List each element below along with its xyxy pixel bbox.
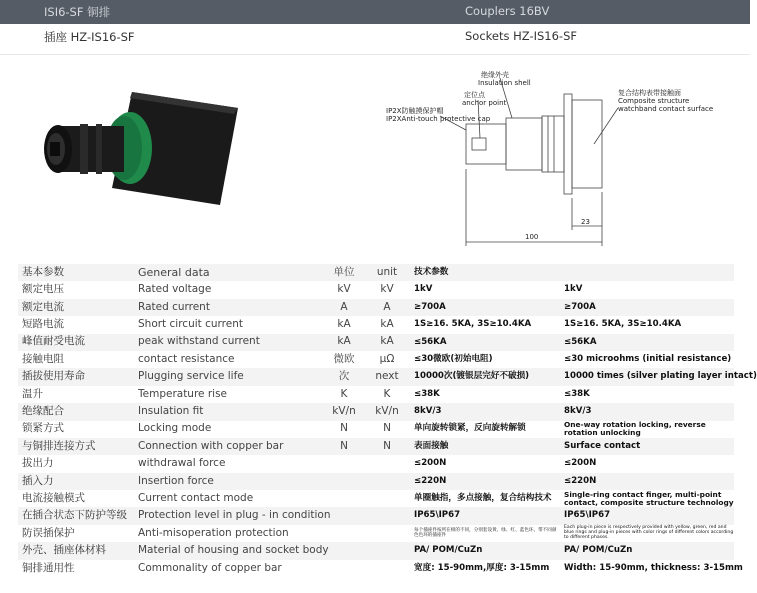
param-cn-cell: 外壳、插座体材料 — [18, 542, 134, 559]
param-cn-cell: 锁紧方式 — [18, 421, 134, 438]
param-cn-cell: 铜排通用性 — [18, 560, 134, 577]
unit-en-cell: unit — [364, 264, 410, 281]
unit-en-cell: K — [364, 386, 410, 403]
value-en-cell: Surface contact — [560, 438, 734, 455]
flange-outline — [564, 94, 572, 194]
unit-cn-cell: A — [324, 299, 364, 316]
body-groove-1 — [80, 124, 88, 174]
unit-cn-cell: kV — [324, 281, 364, 298]
unit-cn-cell: kA — [324, 316, 364, 333]
rear-block-outline — [572, 100, 602, 188]
leader-surface — [594, 108, 618, 144]
param-en-cell: Protection level in plug - in condition — [134, 507, 324, 524]
param-cn-cell: 额定电流 — [18, 299, 134, 316]
table-row — [18, 455, 734, 472]
body-groove-2 — [96, 124, 102, 174]
param-en-cell: Insertion force — [134, 473, 324, 490]
unit-en-cell — [364, 542, 410, 559]
unit-cn-cell: 微欧 — [324, 351, 364, 368]
spec-table — [18, 264, 757, 577]
title-left: ISI6-SF 铜排 — [44, 5, 111, 19]
unit-en-cell: kV/n — [364, 403, 410, 420]
param-cn-cell: 与铜排连接方式 — [18, 438, 134, 455]
unit-en-cell — [364, 507, 410, 524]
value-en-cell: PA/ POM/CuZn — [560, 542, 734, 559]
anchor-label-cn: 定位点 — [464, 91, 485, 99]
value-en-cell: 10000 times (silver plating layer intact) — [560, 368, 734, 385]
value-cn-cell: ≤200N — [410, 455, 560, 472]
table-row — [18, 281, 734, 298]
unit-en-cell — [364, 455, 410, 472]
table-row — [18, 507, 734, 524]
unit-en-cell: kA — [364, 334, 410, 351]
param-cn-cell: 电流接触模式 — [18, 490, 134, 507]
value-cn-cell: 宽度: 15-90mm,厚度: 3-15mm — [410, 560, 560, 577]
dim-total-label: 100 — [525, 233, 539, 241]
shell-label-en: Insulation shell — [478, 79, 531, 87]
value-cn-cell: ≤30微欧(初始电阻) — [410, 351, 560, 368]
socket-photo — [20, 80, 255, 220]
unit-en-cell — [364, 525, 410, 542]
unit-en-cell: A — [364, 299, 410, 316]
value-cn-cell: ≤220N — [410, 473, 560, 490]
unit-en-cell — [364, 490, 410, 507]
param-cn-cell: 拔出力 — [18, 455, 134, 472]
unit-cn-cell: K — [324, 386, 364, 403]
value-en-cell: One-way rotation locking, reverse rotation unlocking — [560, 421, 734, 438]
unit-en-cell: N — [364, 421, 410, 438]
param-en-cell: Plugging service life — [134, 368, 324, 385]
param-cn-cell: 接触电阻 — [18, 351, 134, 368]
param-cn-cell: 插入力 — [18, 473, 134, 490]
spec-table-body — [18, 264, 757, 577]
unit-cn-cell: 单位 — [324, 264, 364, 281]
unit-en-cell: μΩ — [364, 351, 410, 368]
value-cn-cell: 每个插座件按所在相的不同，分别套设黄、绿、红、蓝色环，带不同颜色色环的插座件 — [410, 525, 560, 542]
anchor-notch — [472, 138, 486, 150]
param-en-cell: Anti-misoperation protection — [134, 525, 324, 542]
unit-cn-cell: 次 — [324, 368, 364, 385]
unit-en-cell: N — [364, 438, 410, 455]
value-cn-cell: 单向旋转锁紧，反向旋转解锁 — [410, 421, 560, 438]
param-cn-cell: 插拔使用寿命 — [18, 368, 134, 385]
unit-cn-cell: N — [324, 421, 364, 438]
value-cn-cell: 单圈触指，多点接触，复合结构技术 — [410, 490, 560, 507]
table-row — [18, 490, 734, 507]
table-row — [18, 525, 734, 542]
value-en-cell: ≤200N — [560, 455, 734, 472]
unit-en-cell: next — [364, 368, 410, 385]
value-cn-cell: 表面接触 — [410, 438, 560, 455]
value-en-cell: IP65\IP67 — [560, 507, 734, 524]
unit-en-cell: kA — [364, 316, 410, 333]
value-cn-cell: 1kV — [410, 281, 560, 298]
value-cn-cell: IP65\IP67 — [410, 507, 560, 524]
cap-label-en: IP2XAnti-touch protective cap — [386, 115, 491, 123]
param-en-cell: peak withstand current — [134, 334, 324, 351]
value-en-cell: Single-ring contact finger, multi-point contact, composite structure technology — [560, 490, 734, 507]
param-en-cell: Temperature rise — [134, 386, 324, 403]
title-bar — [0, 0, 750, 24]
param-en-cell: Locking mode — [134, 421, 324, 438]
table-header-row — [18, 264, 734, 281]
table-row — [18, 421, 734, 438]
table-row — [18, 560, 734, 577]
surface-label-en-1: Composite structure — [618, 97, 690, 105]
value-en-cell: 8kV/3 — [560, 403, 734, 420]
param-en-cell: Material of housing and socket body — [134, 542, 324, 559]
unit-cn-cell: N — [324, 438, 364, 455]
value-cn-cell: ≤56KA — [410, 334, 560, 351]
unit-cn-cell — [324, 455, 364, 472]
value-cn-cell: 10000次(镀银层完好不破损) — [410, 368, 560, 385]
subtitle-right: Sockets HZ-IS16-SF — [465, 29, 578, 43]
param-en-cell: withdrawal force — [134, 455, 324, 472]
value-cn-cell: 1S≥16. 5KA, 3S≥10.4KA — [410, 316, 560, 333]
cap-label-cn: IP2X防触摸保护帽 — [386, 107, 444, 115]
table-row — [18, 473, 734, 490]
value-en-cell: ≥700A — [560, 299, 734, 316]
param-en-cell: contact resistance — [134, 351, 324, 368]
table-row — [18, 386, 734, 403]
value-en-cell: 1kV — [560, 281, 734, 298]
table-row — [18, 316, 734, 333]
value-cn-cell: 技术参数 — [410, 264, 560, 281]
value-en-cell: Width: 15-90mm, thickness: 3-15mm — [560, 560, 734, 577]
unit-cn-cell — [324, 542, 364, 559]
shell-outline — [506, 118, 542, 170]
subtitle-left: 插座 HZ-IS16-SF — [44, 30, 135, 44]
unit-cn-cell: kA — [324, 334, 364, 351]
unit-cn-cell — [324, 525, 364, 542]
value-en-cell — [560, 264, 734, 281]
param-en-cell: Insulation fit — [134, 403, 324, 420]
table-row — [18, 403, 734, 420]
unit-cn-cell — [324, 490, 364, 507]
param-cn-cell: 短路电流 — [18, 316, 134, 333]
param-en-cell: Commonality of copper bar — [134, 560, 324, 577]
shell-label-cn: 绝缘外壳 — [481, 71, 509, 79]
param-cn-cell: 在插合状态下防护等级 — [18, 507, 134, 524]
value-en-cell: ≤30 microohms (initial resistance) — [560, 351, 734, 368]
unit-en-cell: kV — [364, 281, 410, 298]
surface-label-en-2: watchband contact surface — [618, 105, 714, 113]
unit-cn-cell: kV/n — [324, 403, 364, 420]
param-cn-cell: 基本参数 — [18, 264, 134, 281]
param-cn-cell: 峰值耐受电流 — [18, 334, 134, 351]
table-row — [18, 542, 734, 559]
surface-label-cn: 复合结构表带接触面 — [618, 89, 681, 97]
unit-en-cell — [364, 473, 410, 490]
table-row — [18, 299, 734, 316]
anchor-label-en: anchor point — [462, 99, 507, 107]
unit-en-cell — [364, 560, 410, 577]
subtitle-divider — [0, 54, 750, 55]
unit-cn-cell — [324, 473, 364, 490]
param-cn-cell: 防误插保护 — [18, 525, 134, 542]
cap-slot — [50, 142, 60, 156]
table-row — [18, 351, 734, 368]
value-en-cell: Each plug-in piece is respectively provided with yellow, green, red and blue rings and plug-in pieces with color rings of different colors according to different phases. — [560, 525, 734, 542]
param-cn-cell: 额定电压 — [18, 281, 134, 298]
dim-small-label: 23 — [581, 218, 590, 226]
param-en-cell: Rated current — [134, 299, 324, 316]
table-row — [18, 438, 734, 455]
unit-cn-cell — [324, 560, 364, 577]
param-en-cell: Current contact mode — [134, 490, 324, 507]
param-en-cell: Rated voltage — [134, 281, 324, 298]
value-cn-cell: ≥700A — [410, 299, 560, 316]
ring-outline — [542, 116, 564, 172]
param-en-cell: Short circuit current — [134, 316, 324, 333]
param-cn-cell: 绝缘配合 — [18, 403, 134, 420]
value-cn-cell: PA/ POM/CuZn — [410, 542, 560, 559]
table-row — [18, 368, 734, 385]
param-cn-cell: 温升 — [18, 386, 134, 403]
table-row — [18, 334, 734, 351]
value-cn-cell: 8kV/3 — [410, 403, 560, 420]
title-right: Couplers 16BV — [465, 4, 550, 18]
value-cn-cell: ≤38K — [410, 386, 560, 403]
value-en-cell: ≤38K — [560, 386, 734, 403]
param-en-cell: Connection with copper bar — [134, 438, 324, 455]
technical-drawing — [380, 64, 740, 254]
value-en-cell: ≤220N — [560, 473, 734, 490]
param-en-cell: General data — [134, 264, 324, 281]
value-en-cell: ≤56KA — [560, 334, 734, 351]
value-en-cell: 1S≥16. 5KA, 3S≥10.4KA — [560, 316, 734, 333]
